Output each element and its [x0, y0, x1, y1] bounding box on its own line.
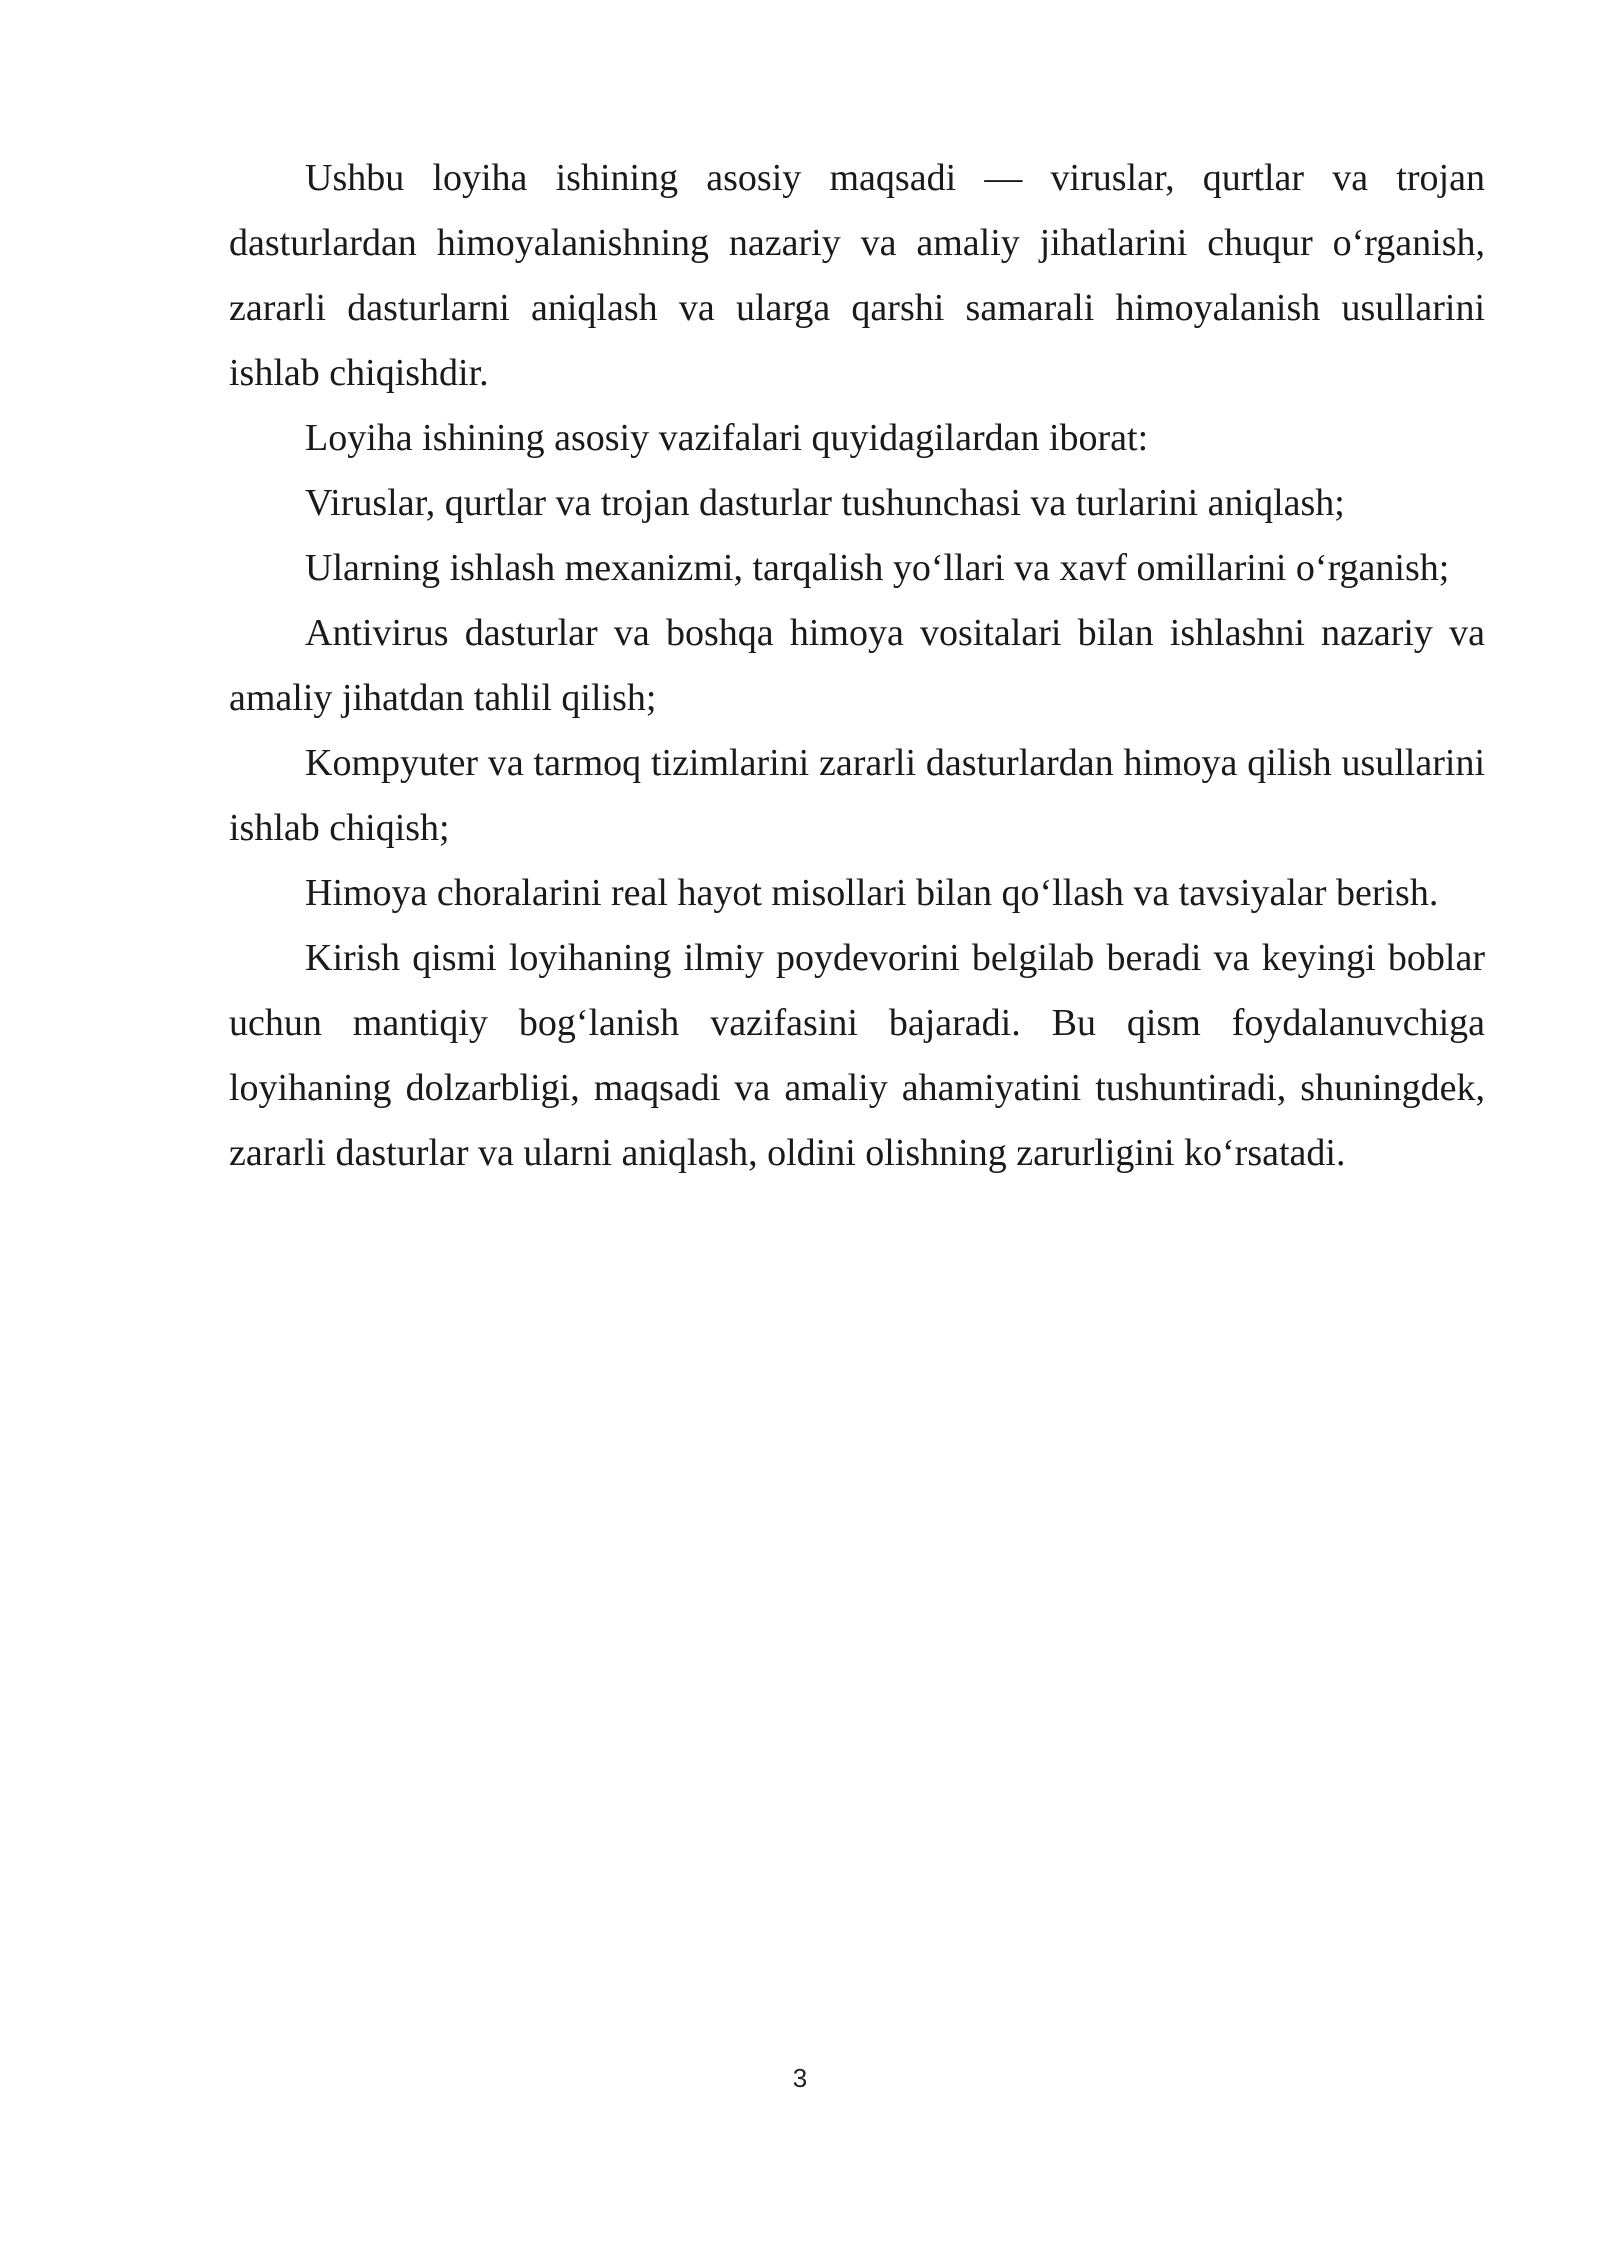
paragraph-task-1: Viruslar, qurtlar va trojan dasturlar tushunchasi va turlarini aniqlash; [305, 482, 1345, 524]
paragraph-conclusion: Kirish qismi loyihaning ilmiy poydevorini belgilab beradi va keyingi boblar uchun mantiqiy bog‘lanish vazifasini bajaradi. Bu qism foydalanuvchiga loyihaning dolzarbligi, maqsadi va amaliy ahamiyatini tushuntiradi, shuningdek, zararli dasturlar va ularni aniqlash, oldini olishning zarurligini ko‘rsatadi. [229, 937, 1485, 1174]
paragraph-task-3: Antivirus dasturlar va boshqa himoya vositalari bilan ishlashni nazariy va amaliy jihatdan tahlil qilish; [229, 612, 1485, 719]
paragraph-tasks-intro: Loyiha ishining asosiy vazifalari quyidagilardan iborat: [305, 417, 1149, 459]
paragraph-goal: Ushbu loyiha ishining asosiy maqsadi — viruslar, qurtlar va trojan dasturlardan himoyalanishning nazariy va amaliy jihatlarini chuqur o‘rganish, zararli dasturlarni aniqlash va ularga qarshi samarali himoyalanish usullarini ishlab chiqishdir. [229, 157, 1485, 394]
page-number: 3 [792, 2063, 808, 2093]
paragraph-task-2: Ularning ishlash mexanizmi, tarqalish yo‘llari va xavf omillarini o‘rganish; [305, 547, 1450, 589]
body-text [229, 146, 1485, 1186]
paragraph-task-4: Kompyuter va tarmoq tizimlarini zararli dasturlardan himoya qilish usullarini ishlab chiqish; [229, 742, 1485, 849]
paragraph-task-5: Himoya choralarini real hayot misollari bilan qo‘llash va tavsiyalar berish. [305, 872, 1439, 914]
